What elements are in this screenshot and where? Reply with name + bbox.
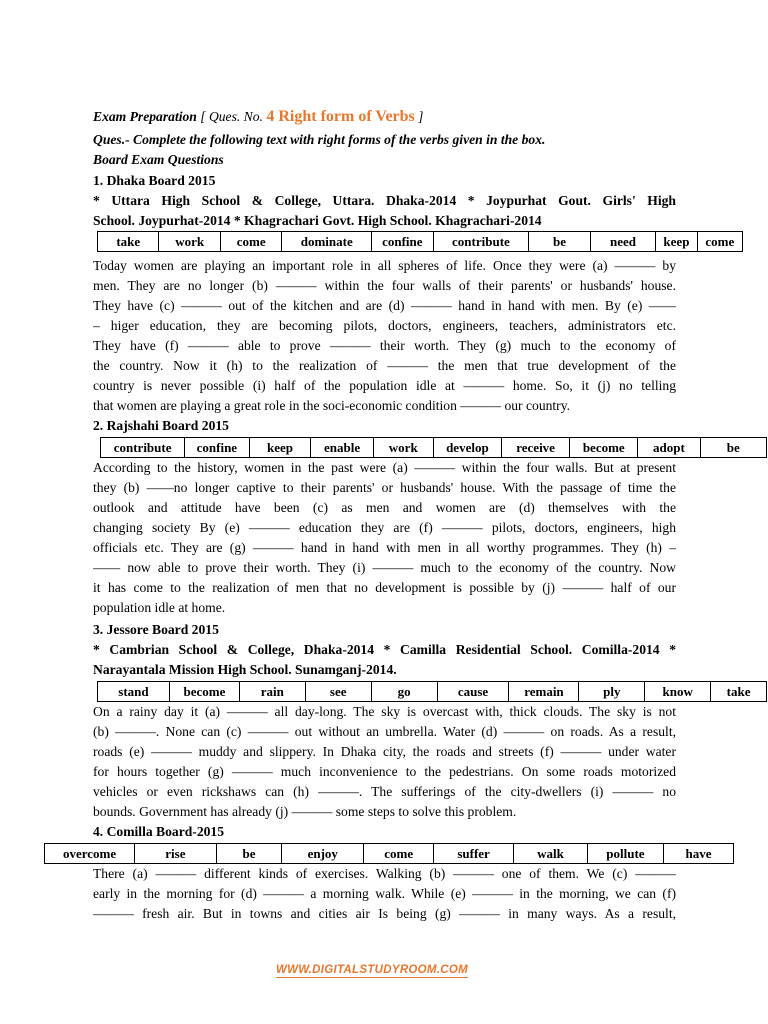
verb-cell: enjoy	[282, 844, 364, 864]
passage-line: There (a) ——— different kinds of exercises. Walking (b) ——— one of them. We (c) ———	[93, 866, 676, 881]
passage-line: They have (f) ——— able to prove ——— their worth. They (g) much to the economy of	[93, 338, 676, 353]
school-line: School. Joypurhat-2014 * Khagrachari Govt. High School. Khagrachari-2014	[93, 213, 542, 228]
verb-cell: remain	[509, 682, 579, 702]
passage-line: ——— fresh air. But in towns and cities air Is being (g) ——— in many ways. As a result,	[93, 906, 676, 921]
verb-box-3	[97, 681, 767, 702]
verb-cell: know	[645, 682, 711, 702]
passage-line: They have (c) ——— out of the kitchen and are (d) ——— hand in hand with men. By (e) ——	[93, 298, 676, 313]
verb-box-1	[97, 231, 743, 252]
website-link[interactable]: WWW.DIGITALSTUDYROOM.COM	[276, 964, 469, 976]
passage-line: officials etc. They are (g) ——— hand in hand with men in all worthy programmes. They (h) –	[93, 540, 676, 555]
verb-cell: keep	[656, 232, 697, 252]
verb-cell: come	[364, 844, 434, 864]
verb-cell: receive	[502, 438, 570, 458]
verb-box-2	[100, 437, 767, 458]
verb-cell: be	[529, 232, 590, 252]
passage-line: According to the history, women in the past were (a) ——— within the four walls. But at present	[93, 460, 676, 475]
verb-cell: stand	[98, 682, 170, 702]
verb-cell: see	[305, 682, 371, 702]
verb-cell: have	[664, 844, 734, 864]
verb-cell: go	[371, 682, 437, 702]
verb-cell: come	[220, 232, 281, 252]
passage-line: bounds. Government has already (j) ——— some steps to solve this problem.	[93, 804, 517, 819]
verb-cell: become	[570, 438, 638, 458]
passage-line: outlook and attitude have been (c) as men and women are (d) themselves with the	[93, 500, 676, 515]
passage-line: roads (e) ——— muddy and slippery. In Dhaka city, the roads and streets (f) ——— under water	[93, 744, 676, 759]
verb-cell: need	[590, 232, 656, 252]
passage-line: Today women are playing an important role in all spheres of life. Once they were (a) ——— by	[93, 258, 676, 273]
passage-line: On a rainy day it (a) ——— all day-long. The sky is overcast with, thick clouds. The sky is not	[93, 704, 676, 719]
passage-line: vehicles or even rickshaws can (h) ———. The sufferings of the city-dwellers (i) ——— no	[93, 784, 676, 799]
bracket-open: [ Ques. No.	[196, 109, 267, 124]
section-heading-4: 4. Comilla Board-2015	[93, 824, 225, 839]
verb-cell: be	[700, 438, 767, 458]
exam-prefix: Exam Preparation	[93, 109, 197, 124]
school-line: * Uttara High School & College, Uttara. Dhaka-2014 * Joypurhat Gout. Girls' High	[93, 193, 676, 208]
verb-cell: take	[711, 682, 767, 702]
passage-line: country is never possible (i) half of the population idle at ——— home. So, it (j) no telling	[93, 378, 676, 393]
verb-cell: become	[169, 682, 239, 702]
verb-cell: pollute	[587, 844, 663, 864]
verb-cell: adopt	[638, 438, 700, 458]
verb-cell: ply	[579, 682, 645, 702]
verb-cell: confine	[185, 438, 249, 458]
verb-cell: keep	[249, 438, 311, 458]
topic-highlight: 4 Right form of Verbs	[266, 108, 415, 125]
passage-line: changing society By (e) ——— education they are (f) ——— pilots, doctors, engineers, high	[93, 520, 676, 535]
passage-line: it has come to the realization of men that no development is possible by (j) ——— half of our	[93, 580, 676, 595]
passage-line: that women are playing a great role in the soci-economic condition ——— our country.	[93, 398, 571, 413]
verb-cell: work	[159, 232, 220, 252]
passage-line: (b) ———. None can (c) ——— out without an umbrella. Water (d) ——— on roads. As a result,	[93, 724, 676, 739]
section-heading-1: 1. Dhaka Board 2015	[93, 173, 216, 188]
passage-line: they (b) ——no longer captive to their parents' or husbands' house. With the passage of time the	[93, 480, 676, 495]
verb-cell: confine	[372, 232, 433, 252]
instruction: Ques.- Complete the following text with right forms of the verbs given in the box.	[93, 132, 546, 147]
verb-cell: rain	[239, 682, 305, 702]
passage-line: – higer education, they are becoming pilots, doctors, engineers, teachers, administrators etc.	[93, 318, 676, 333]
verb-cell: cause	[437, 682, 509, 702]
verb-cell: suffer	[434, 844, 514, 864]
bracket-close: ]	[414, 109, 424, 124]
section-heading-3: 3. Jessore Board 2015	[93, 622, 219, 637]
verb-cell: take	[98, 232, 159, 252]
passage-line: early in the morning for (d) ——— a morning walk. While (e) ——— in the morning, we can (f)	[93, 886, 676, 901]
exam-title	[93, 107, 423, 127]
verb-cell: walk	[514, 844, 588, 864]
verb-box-4	[44, 843, 734, 864]
school-line: * Cambrian School & College, Dhaka-2014 * Camilla Residential School. Comilla-2014 *	[93, 642, 676, 657]
verb-cell: contribute	[433, 232, 529, 252]
verb-cell: develop	[433, 438, 501, 458]
school-line: Narayantala Mission High School. Sunamganj-2014.	[93, 662, 397, 677]
verb-cell: overcome	[45, 844, 135, 864]
verb-cell: work	[373, 438, 433, 458]
passage-line: —— now able to prove their worth. They (i) ——— much to the economy of the country. Now	[93, 560, 676, 575]
verb-cell: contribute	[101, 438, 185, 458]
verb-cell: enable	[311, 438, 373, 458]
passage-line: men. They are no longer (b) ——— within the four walls of their parents' or husbands' house.	[93, 278, 676, 293]
passage-line: for hours together (g) ——— much inconvenience to the pedestrians. On some roads motorized	[93, 764, 676, 779]
passage-line: population idle at home.	[93, 600, 226, 615]
section-heading-2: 2. Rajshahi Board 2015	[93, 418, 229, 433]
verb-cell: be	[216, 844, 282, 864]
verb-cell: rise	[135, 844, 217, 864]
section-title: Board Exam Questions	[93, 152, 224, 167]
verb-cell: come	[697, 232, 742, 252]
verb-cell: dominate	[282, 232, 372, 252]
passage-line: the country. Now it (h) to the realization of ——— the men that true development of the	[93, 358, 676, 373]
